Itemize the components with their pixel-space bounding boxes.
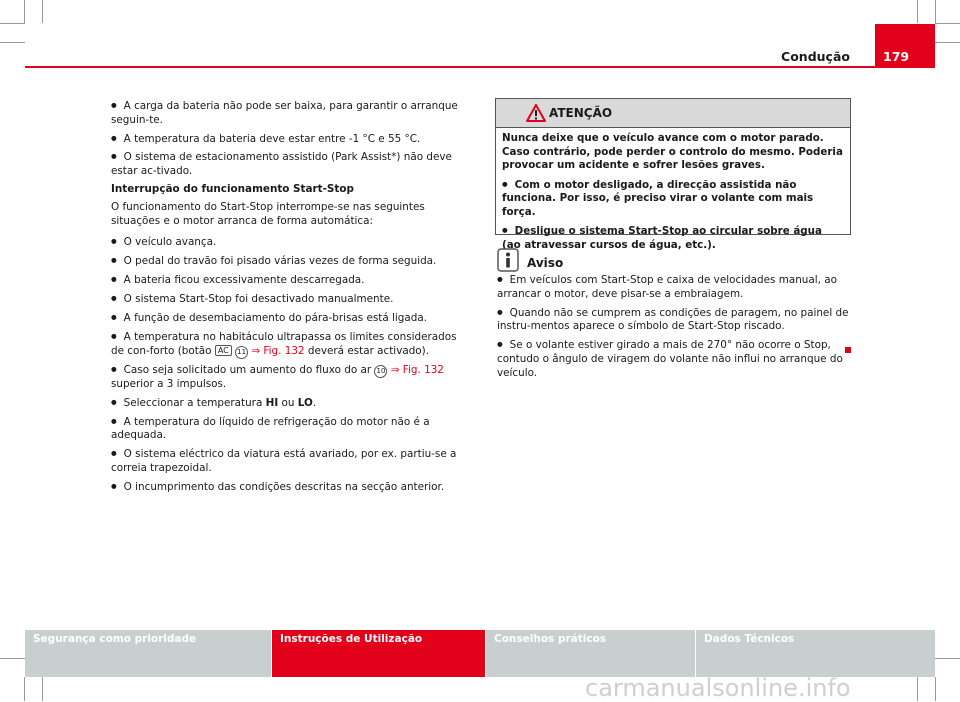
item-text: Caso seja solicitado um aumento do fluxo do ar bbox=[123, 363, 372, 376]
note-column bbox=[497, 273, 857, 384]
item-text: deverá estar activado). bbox=[307, 344, 430, 357]
crop-mark bbox=[935, 23, 960, 24]
warning-box bbox=[495, 98, 851, 251]
note-item bbox=[497, 338, 857, 380]
warning-header bbox=[496, 99, 850, 128]
list-item: ● A temperatura do líquido de refrigeração do motor não é a adequada. bbox=[111, 415, 467, 443]
list-item: ● O veículo avança. bbox=[111, 235, 467, 250]
left-column bbox=[111, 99, 467, 499]
crop-mark bbox=[0, 42, 25, 43]
crop-mark bbox=[42, 677, 43, 701]
item-text: A temperatura no habitáculo ultrapassa os limites considerados de con-forto (botão bbox=[111, 330, 457, 357]
figure-link[interactable]: ⇒ Fig. 132 bbox=[251, 344, 305, 357]
note-item: ● Quando não se cumprem as condições de paragem, no painel de instru-mentos aparece o símbolo de Start-Stop riscado. bbox=[497, 306, 857, 334]
crop-mark bbox=[935, 0, 936, 23]
crop-mark bbox=[935, 658, 960, 659]
list-item bbox=[111, 330, 467, 359]
ac-key-symbol: AC bbox=[215, 345, 232, 356]
warning-title: ATENÇÃO bbox=[549, 106, 613, 120]
footer-tab-conselhos[interactable]: Conselhos práticos bbox=[485, 630, 695, 677]
crop-mark bbox=[42, 0, 43, 23]
list-item: ● O sistema de estacionamento assistido (Park Assist*) não deve estar ac-tivado. bbox=[111, 150, 467, 178]
crop-mark bbox=[917, 0, 918, 23]
hi-label: HI bbox=[265, 396, 279, 409]
item-text: . bbox=[312, 396, 317, 409]
warning-text: Nunca deixe que o veículo avance com o motor parado. Caso contrário, pode perder o controlo do mesmo. Poderia provocar um acidente e sofrer lesões graves. bbox=[502, 132, 843, 172]
warning-item: ● Com o motor desligado, a direcção assistida não funciona. Por isso, é preciso virar o volante com mais força. bbox=[502, 178, 844, 220]
crop-mark bbox=[24, 0, 25, 23]
footer-nav bbox=[25, 630, 935, 677]
footer-tab-instrucoes[interactable]: Instruções de Utilização bbox=[271, 630, 485, 677]
end-of-section-marker bbox=[845, 347, 851, 353]
item-text: ou bbox=[281, 396, 295, 409]
page-number: 179 bbox=[875, 24, 935, 66]
section-title: Condução bbox=[781, 49, 850, 64]
figure-link[interactable]: ⇒ Fig. 132 bbox=[390, 363, 444, 376]
list-item: ● A função de desembaciamento do pára-brisas está ligada. bbox=[111, 311, 467, 326]
warning-triangle-icon bbox=[526, 104, 546, 126]
list-item: ● O incumprimento das condições descritas na secção anterior. bbox=[111, 480, 467, 495]
list-item bbox=[111, 363, 467, 392]
footer-tab-seguranca[interactable]: Segurança como prioridade bbox=[33, 633, 197, 645]
list-item: ● A bateria ficou excessivamente descarregada. bbox=[111, 273, 467, 288]
warning-body bbox=[496, 128, 850, 261]
paragraph: O funcionamento do Start-Stop interrompe-se nas seguintes situações e o motor arranca de forma automática: bbox=[111, 200, 425, 227]
callout-number: 11 bbox=[235, 346, 248, 359]
note-title: Aviso bbox=[527, 256, 564, 270]
crop-mark bbox=[935, 677, 936, 701]
list-item: ● A carga da bateria não pode ser baixa, para garantir o arranque seguin-te. bbox=[111, 99, 467, 127]
list-item: ● O sistema Start-Stop foi desactivado manualmente. bbox=[111, 292, 467, 307]
warning-item: ● Desligue o sistema Start-Stop ao circular sobre água (ao atravessar cursos de água, etc.). bbox=[502, 224, 844, 252]
list-item: ● A temperatura da bateria deve estar entre -1 °C e 55 °C. bbox=[111, 132, 467, 147]
lo-label: LO bbox=[297, 396, 313, 409]
crop-mark bbox=[935, 42, 960, 43]
crop-mark bbox=[0, 658, 25, 659]
item-text: superior a 3 impulsos. bbox=[111, 377, 227, 390]
crop-mark bbox=[0, 23, 25, 24]
crop-mark bbox=[24, 677, 25, 701]
info-note-icon bbox=[497, 248, 519, 276]
section-heading: Interrupção do funcionamento Start-Stop bbox=[111, 183, 354, 196]
list-item bbox=[111, 396, 467, 411]
note-item: ● Em veículos com Start-Stop e caixa de velocidades manual, ao arrancar o motor, deve pisar-se a embraiagem. bbox=[497, 273, 857, 301]
list-item: ● O sistema eléctrico da viatura está avariado, por ex. partiu-se a correia trapezoidal. bbox=[111, 447, 467, 475]
item-text: Seleccionar a temperatura bbox=[123, 396, 263, 409]
callout-number: 10 bbox=[374, 365, 387, 378]
item-text: Se o volante estiver girado a mais de 270° não ocorre o Stop, contudo o ângulo de viragem do volante não influi no arranque do veículo. bbox=[497, 339, 843, 379]
watermark: carmanualsonline.info bbox=[585, 674, 851, 702]
footer-tab-dados[interactable]: Dados Técnicos bbox=[695, 630, 935, 677]
crop-mark bbox=[917, 677, 918, 701]
list-item: ● O pedal do travão foi pisado várias vezes de forma seguida. bbox=[111, 254, 467, 269]
header-rule bbox=[25, 66, 935, 68]
